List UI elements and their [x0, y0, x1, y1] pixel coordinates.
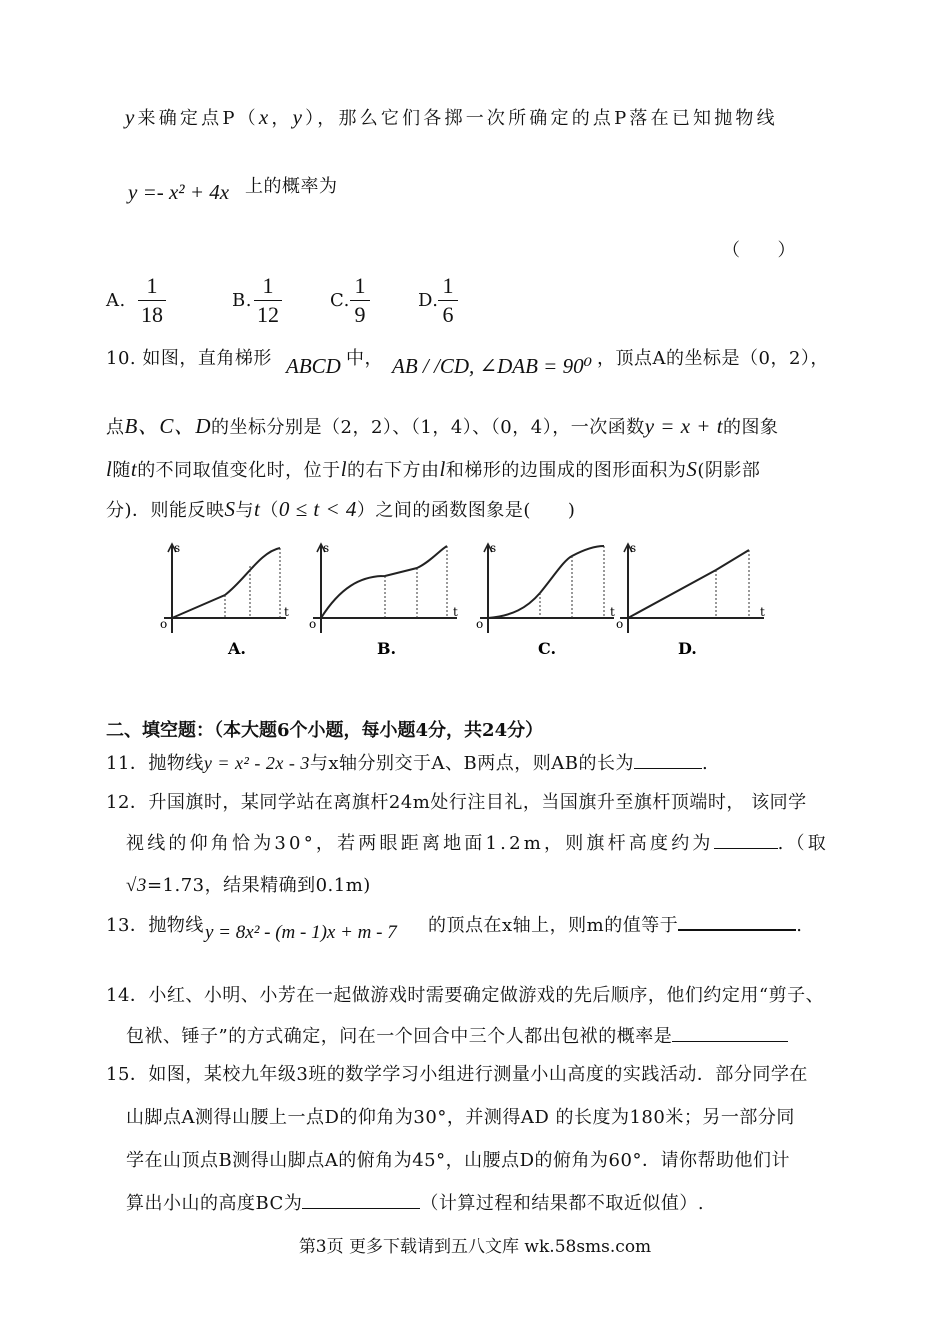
chart-c-origin: o [476, 617, 484, 631]
chart-d-curve [628, 550, 749, 618]
q15-line3: 学在山顶点B测得山脚点A的俯角为45°，山腰点D的俯角为60°．请你帮助他们计 [126, 1150, 790, 1171]
chart-b-axis-y: s [323, 541, 330, 555]
q10-condition: AB / /CD, ∠DAB = 90⁰ [392, 354, 593, 378]
section2-title: 二、填空题：（本大题6个小题，每小题4分，共24分） [106, 720, 544, 741]
chart-c-axis-x: t [610, 605, 615, 619]
q9-option-d-fraction: 1 6 [438, 273, 458, 328]
q9-option-d-label: D. [418, 290, 439, 311]
chart-b-axis-x: t [453, 605, 458, 619]
q9-answer-paren: （ ） [722, 240, 796, 261]
chart-b-origin: o [309, 617, 317, 631]
q10-mid: 中， [346, 348, 383, 369]
q10-chart-d [612, 538, 772, 663]
q9-formula: y =- x² + 4x [128, 180, 230, 204]
q15-line4: 算出小山的高度BC为 （计算过程和结果都不取近似值）. [126, 1193, 705, 1214]
q9-option-c-label: C. [330, 290, 350, 311]
chart-a-label: A. [228, 639, 246, 658]
q14-line1: 14．小红、小明、小芳在一起做游戏时需要确定做游戏的先后顺序，他们约定用“剪子、 [106, 985, 825, 1006]
chart-a-curve [172, 548, 280, 618]
q10-chart-a [150, 538, 300, 663]
q9-option-b-fraction: 1 12 [254, 273, 282, 328]
q9-line2: 上的概率为 [245, 176, 338, 197]
chart-d-origin: o [616, 617, 624, 631]
q10-chart-b [305, 538, 465, 663]
q15-line2: 山脚点A测得山腰上一点D的仰角为30°，并测得AD 的长度为180米；另一部分同 [126, 1107, 795, 1128]
q9-option-c-fraction: 1 9 [350, 273, 370, 328]
q10-chart-c [472, 538, 622, 663]
chart-b-label: B. [377, 639, 397, 658]
q9-option-a-fraction: 1 18 [138, 273, 166, 328]
q11: 11．抛物线y = x² - 2x - 3与x轴分别交于A、B两点，则AB的长为 . [106, 753, 709, 774]
q10-abcd: ABCD [286, 354, 341, 378]
chart-c-curve [488, 546, 604, 618]
q13-formula: y = 8x² - (m - 1)x + m - 7 [205, 922, 397, 943]
chart-a-axis-y: s [174, 541, 181, 555]
q10-line4: 分)．则能反映S与t（0 ≤ t < 4）之间的函数图象是( ) [106, 497, 576, 521]
chart-d-label: D. [678, 639, 697, 658]
q12-line1: 12．升国旗时，某同学站在离旗杆24m处行注目礼，当国旗升至旗杆顶端时， 该同学 [106, 792, 807, 813]
q12-line2: 视线的仰角恰为30°，若两眼距离地面1.2m，则旗杆高度约为 .（取 [126, 833, 829, 854]
q10-line2: 点B、C、D的坐标分别是（2，2）、（1，4）、（0，4），一次函数y = x + t的图象 [106, 414, 779, 438]
chart-a-origin: o [160, 617, 168, 631]
page-footer: 第3页 更多下载请到五八文库 wk.58sms.com [298, 1237, 652, 1257]
q13-suffix: 的顶点在x轴上，则m的值等于 . [428, 915, 803, 936]
chart-d-axis-y: s [630, 541, 637, 555]
q10-line3: l随t的不同取值变化时，位于l的右下方由l和梯形的边围成的图形面积为S(阴影部 [106, 457, 761, 481]
q15-line1: 15．如图，某校九年级3班的数学学习小组进行测量小山高度的实践活动．部分同学在 [106, 1064, 808, 1085]
q13-prefix: 13．抛物线 [106, 915, 204, 936]
q9-option-b-label: B. [232, 290, 252, 311]
chart-c-label: C. [538, 639, 557, 658]
q10-prefix: 10. 如图，直角梯形 [106, 348, 272, 369]
chart-c-axis-y: s [490, 541, 497, 555]
chart-b-curve [321, 546, 447, 618]
q9-line1: y来确定点P（x，y），那么它们各掷一次所确定的点P落在已知抛物线 [125, 105, 778, 129]
q14-line2: 包袱、锤子”的方式确定，问在一个回合中三个人都出包袱的概率是 [126, 1022, 788, 1048]
q12-line3: √3=1.73，结果精确到0.1m) [126, 875, 371, 896]
chart-d-axis-x: t [760, 605, 765, 619]
q9-option-a-label: A. [106, 290, 126, 311]
q10-tail: ，顶点A的坐标是（0，2）， [597, 348, 829, 369]
chart-a-axis-x: t [284, 605, 289, 619]
